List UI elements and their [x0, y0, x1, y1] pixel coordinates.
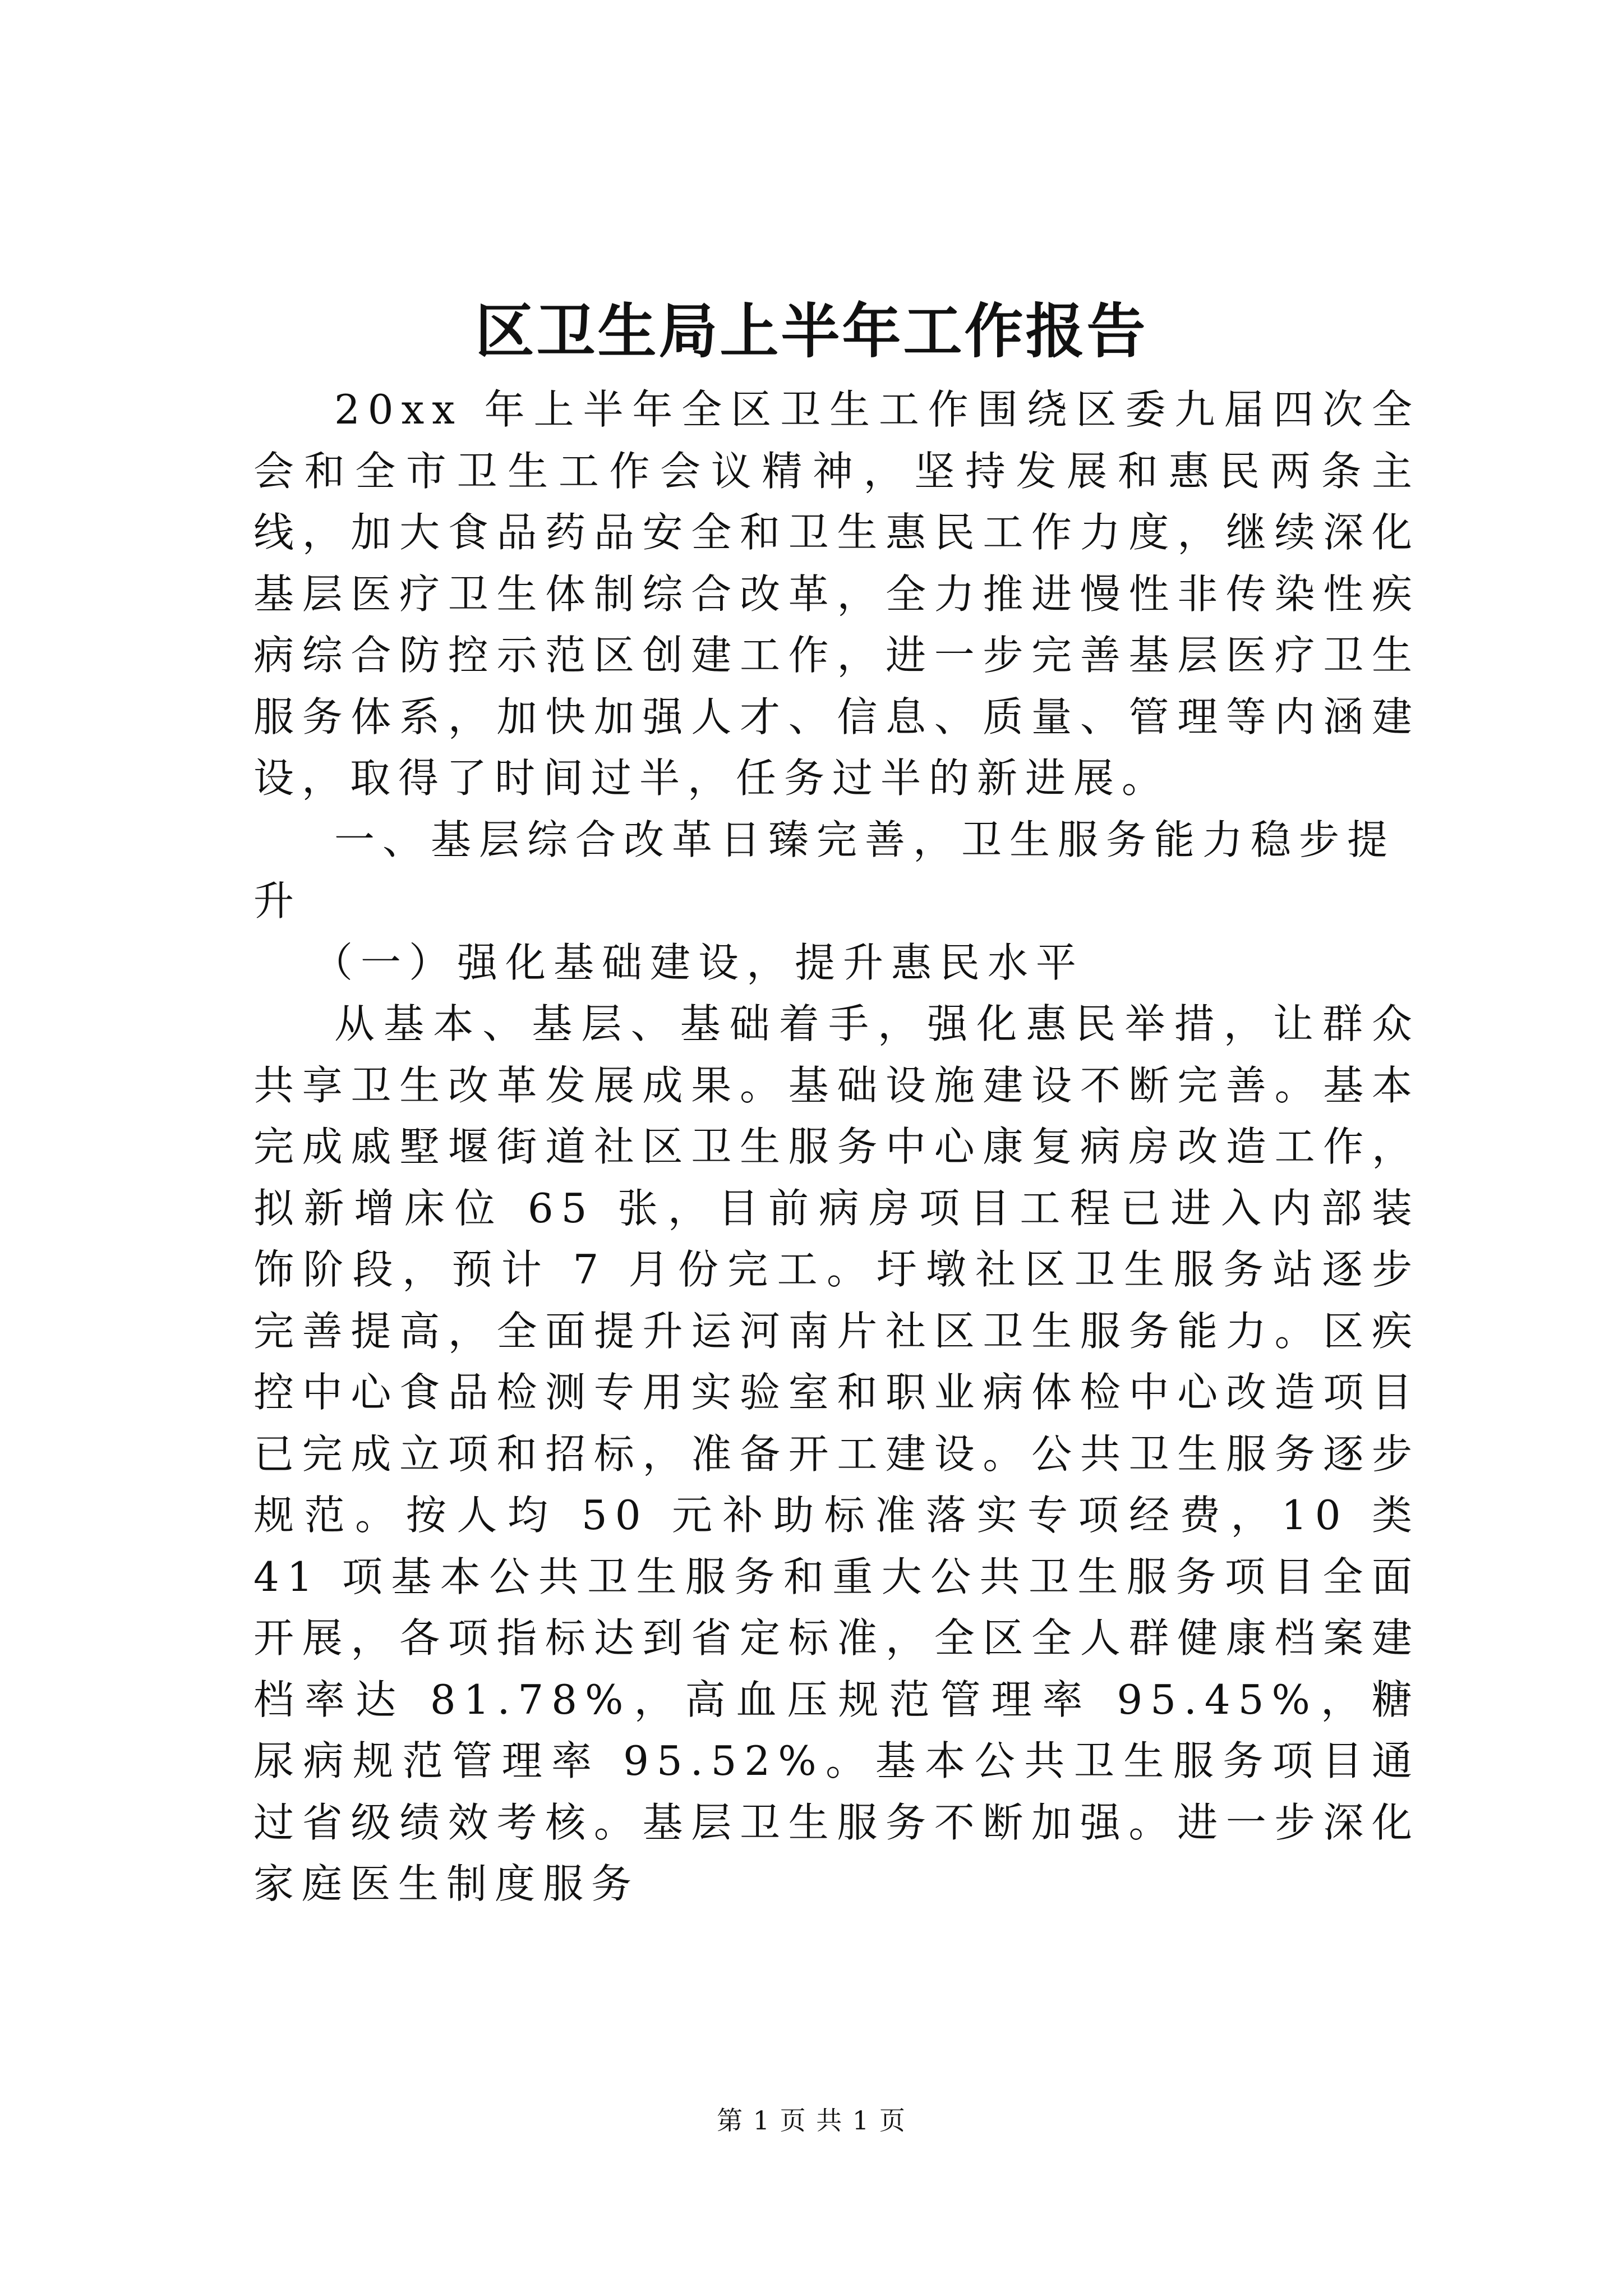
subsection-heading: （一）强化基础建设，提升惠民水平	[312, 938, 1085, 986]
section-heading: 一、基层综合改革日臻完善，卫生服务能力稳步提升	[253, 816, 1396, 924]
document-title: 区卫生局上半年工作报告	[475, 296, 1148, 366]
document-body	[253, 379, 1420, 1915]
intro-paragraph: 20xx 年上半年全区卫生工作围绕区委九届四次全会和全市卫生工作会议精神，坚持发展和惠民两条主线，加大食品药品安全和卫生惠民工作力度，继续深化基层医疗卫生体制综合改革，全力推进慢性非传染性疾病综合防控示范区创建工作，进一步完善基层医疗卫生服务体系，加快加强人才、信息、质量、管理等内涵建设，取得了时间过半，任务过半的新进展。	[253, 386, 1420, 802]
section-paragraph: 从基本、基层、基础着手，强化惠民举措，让群众共享卫生改革发展成果。基础设施建设不断完善。基本完成戚墅堰街道社区卫生服务中心康复病房改造工作，拟新增床位 65 张，目前病房项目工程已进入内部装饰阶段，预计 7 月份完工。圩墩社区卫生服务站逐步完善提高，全面提升运河南片社区卫生服务能力。区疾控中心食品检测专用实验室和职业病体检中心改造项目已完成立项和招标，准备开工建设。公共卫生服务逐步规范。按人均 50 元补助标准落实专项经费，10 类 41 项基本公共卫生服务和重大公共卫生服务项目全面开展，各项指标达到省定标准，全区全人群健康档案建档率达 81.78%，高血压规范管理率 95.45%，糖尿病规范管理率 95.52%。基本公共卫生服务项目通过省级绩效考核。基层卫生服务不断加强。进一步深化家庭医生制度服务	[253, 1000, 1420, 1907]
page-footer: 第 1 页 共 1 页	[717, 2105, 906, 2136]
